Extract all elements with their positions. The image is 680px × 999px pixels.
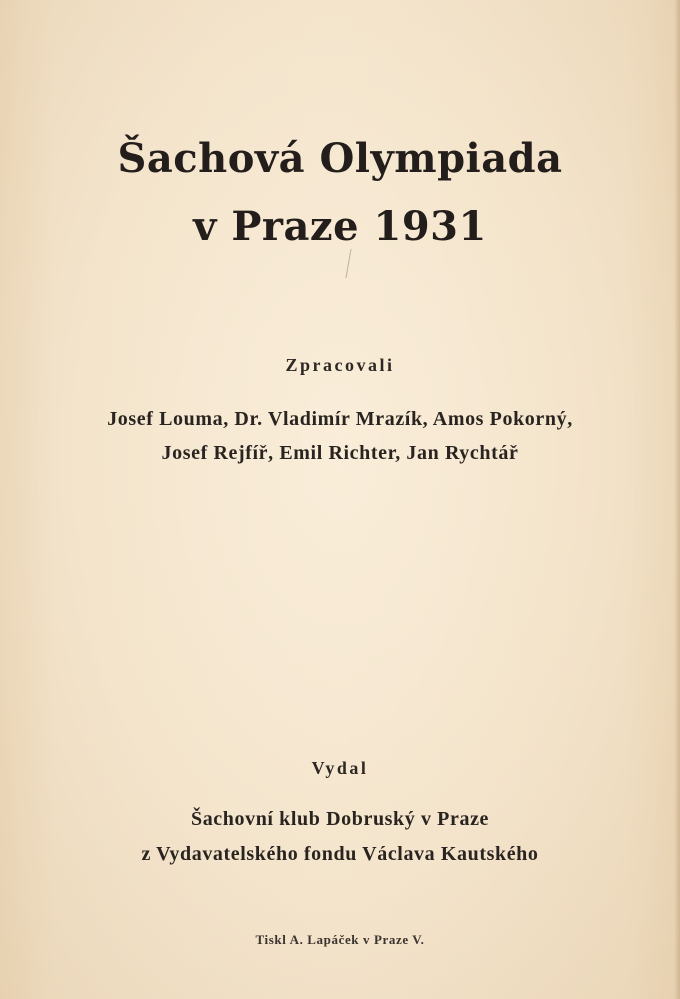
title-line-1: Šachová Olympiada (117, 135, 563, 182)
publisher-line-1: Šachovní klub Dobruský v Praze (190, 808, 490, 830)
pencil-mark-icon (343, 248, 353, 280)
compiled-by-label: Zpracovali (285, 355, 395, 375)
printer-imprint: Tiskl A. Lapáček v Praze V. (255, 932, 425, 947)
publisher-line-2: z Vydavatelského fondu Václava Kautského (141, 843, 539, 865)
authors-line-2: Josef Rejfíř, Emil Richter, Jan Rychtář (161, 442, 519, 464)
title-line-2: v Praze 1931 (193, 203, 487, 250)
authors-line-1: Josef Louma, Dr. Vladimír Mrazík, Amos Pokorný, (107, 408, 573, 430)
published-by-label: Vydal (311, 758, 369, 778)
